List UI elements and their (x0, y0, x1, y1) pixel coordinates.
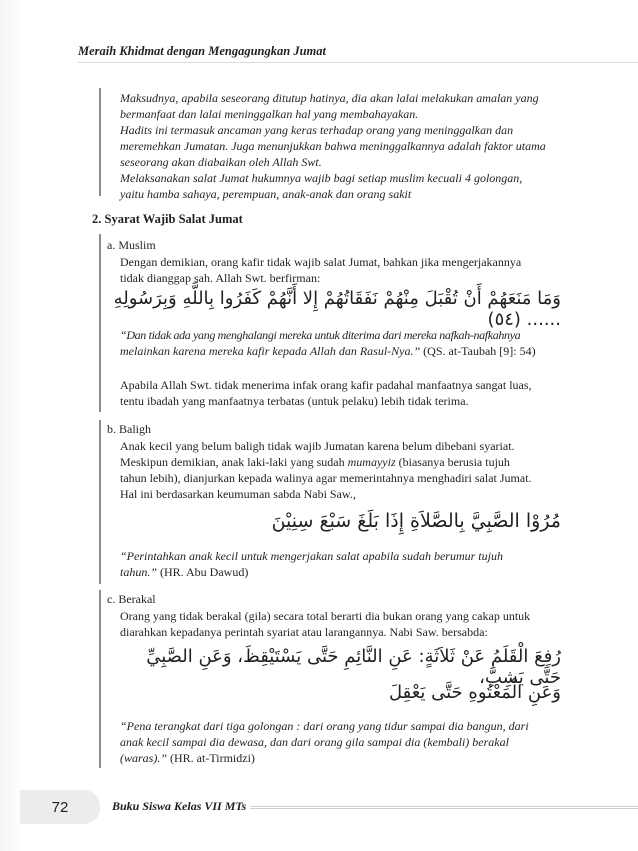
term-mumayyiz: mumayyiz (347, 455, 396, 469)
baligh-text-line: (biasanya berusia tujuh (395, 455, 510, 469)
muslim-heading: a. Muslim (107, 238, 156, 252)
translation-source: (QS. at-Taubah [9]: 54) (420, 344, 536, 358)
berakal-translation (120, 718, 561, 766)
baligh-translation (120, 548, 561, 580)
translation-line: “Dan tidak ada yang menghalangi mereka untuk diterima dari mereka nafkah-nafkahnya (120, 328, 521, 342)
baligh-text (120, 438, 561, 502)
intro-line: Hadits ini termasuk ancaman yang keras terhadap orang yang meninggalkan dan (120, 123, 514, 137)
intro-line: Maksudnya, apabila seseorang ditutup hatinya, dia akan lalai melakukan amalan yang (120, 91, 539, 105)
baligh-text-line: Hal ini berdasarkan keumuman sabda Nabi Saw., (120, 487, 356, 501)
berakal-text-line: diarahkan kepadanya perintah syariat atau larangannya. Nabi Saw. bersabda: (120, 625, 488, 639)
berakal-text-line: Orang yang tidak berakal (gila) secara total berarti dia bukan orang yang cakap untuk (120, 609, 531, 623)
translation-line: (waras).” (120, 751, 168, 765)
arabic-hadith-line-1: رُفِعَ الْقَلَمُ عَنْ ثَلاَثَةٍ: عَنِ النَّائِمِ حَتَّى يَسْتَيْقِظَ، وَعَنِ الصَّبِيِّ حَتَّى يَشِبَّ، (146, 646, 561, 688)
note-line: Apabila Allah Swt. tidak menerima infak orang kafir padahal manfaatnya sangat luas, (120, 378, 532, 392)
intro-line: seseorang akan diabaikan oleh Allah Swt. (120, 155, 322, 169)
baligh-text-line: Anak kecil yang belum baligh tidak wajib Jumatan karena belum dibebani syariat. (120, 439, 515, 453)
muslim-note (120, 377, 561, 409)
translation-line: “Pena terangkat dari tiga golongan : dari orang yang tidur sampai dia bangun, dari (120, 719, 529, 733)
header-rule (78, 62, 638, 63)
berakal-text (120, 608, 561, 640)
baligh-text-line: tahun lebih), dianjurkan kepada walinya agar memerintahnya menghadiri salat Jumat. (120, 471, 532, 485)
footer-rule (250, 806, 638, 809)
running-header: Meraih Khidmat dengan Mengagungkan Jumat (78, 44, 326, 58)
translation-line: melainkan karena mereka kafir kepada Allah dan Rasul-Nya.” (120, 344, 421, 358)
baligh-heading: b. Baligh (107, 422, 151, 436)
footer-book-title: Buku Siswa Kelas VII MTs (112, 799, 247, 813)
translation-source: (HR. at-Tirmidzi) (167, 751, 255, 765)
section-title: 2. Syarat Wajib Salat Jumat (92, 212, 243, 226)
page-edge-shade (0, 0, 22, 851)
translation-line: “Perintahkan anak kecil untuk mengerjakan salat apabila sudah berumur tujuh (120, 549, 503, 563)
muslim-text-line: Dengan demikian, orang kafir tidak wajib salat Jumat, bahkan jika mengerjakannya (120, 255, 522, 269)
note-line: tentu ibadah yang manfaatnya terbatas (untuk pelaku) lebih tidak terima. (120, 394, 469, 408)
arabic-hadith-line-2: وَعَنِ الْمَعْتُوهِ حَتَّى يَعْقِلَ (388, 682, 561, 703)
translation-line: anak kecil sampai dia dewasa, dan dari orang gila sampai dia (kembali) berakal (120, 735, 509, 749)
page-number: 72 (20, 790, 100, 824)
baligh-text-line: Meskipun demikian, anak laki-laki yang sudah (120, 455, 348, 469)
intro-line: meremehkan Jumatan. Juga menunjukkan bahwa meninggalkannya adalah faktor utama (120, 139, 546, 153)
intro-paragraph (120, 90, 561, 202)
translation-source: (HR. Abu Dawud) (157, 565, 249, 579)
intro-line: yaitu hamba sahaya, perempuan, anak-anak dan orang sakit (120, 187, 412, 201)
translation-line: tahun.” (120, 565, 158, 579)
arabic-verse-taubah: وَمَا مَنَعَهُمْ أَنْ تُقْبَلَ مِنْهُمْ نَفَقَاتُهُمْ إِلا أَنَّهُمْ كَفَرُوا بِاللَّهِ وَبِرَسُولِهِ ...... (٥٤) (113, 288, 561, 330)
muslim-text (120, 254, 561, 286)
intro-line: Melaksanakan salat Jumat hukumnya wajib bagi setiap muslim kecuali 4 golongan, (120, 171, 523, 185)
muslim-translation (120, 327, 561, 359)
muslim-text-line: tidak dianggap sah. Allah Swt. berfirman: (120, 271, 321, 285)
berakal-heading: c. Berakal (107, 592, 156, 606)
arabic-hadith-baligh: مُرُوْا الصَّبِيَّ بِالصَّلاَةِ إِذَا بَلَغَ سَبْعَ سِنِيْنَ (271, 510, 561, 532)
intro-line: bermanfaat dan lalai meninggalkan hal yang membahayakan. (120, 107, 419, 121)
